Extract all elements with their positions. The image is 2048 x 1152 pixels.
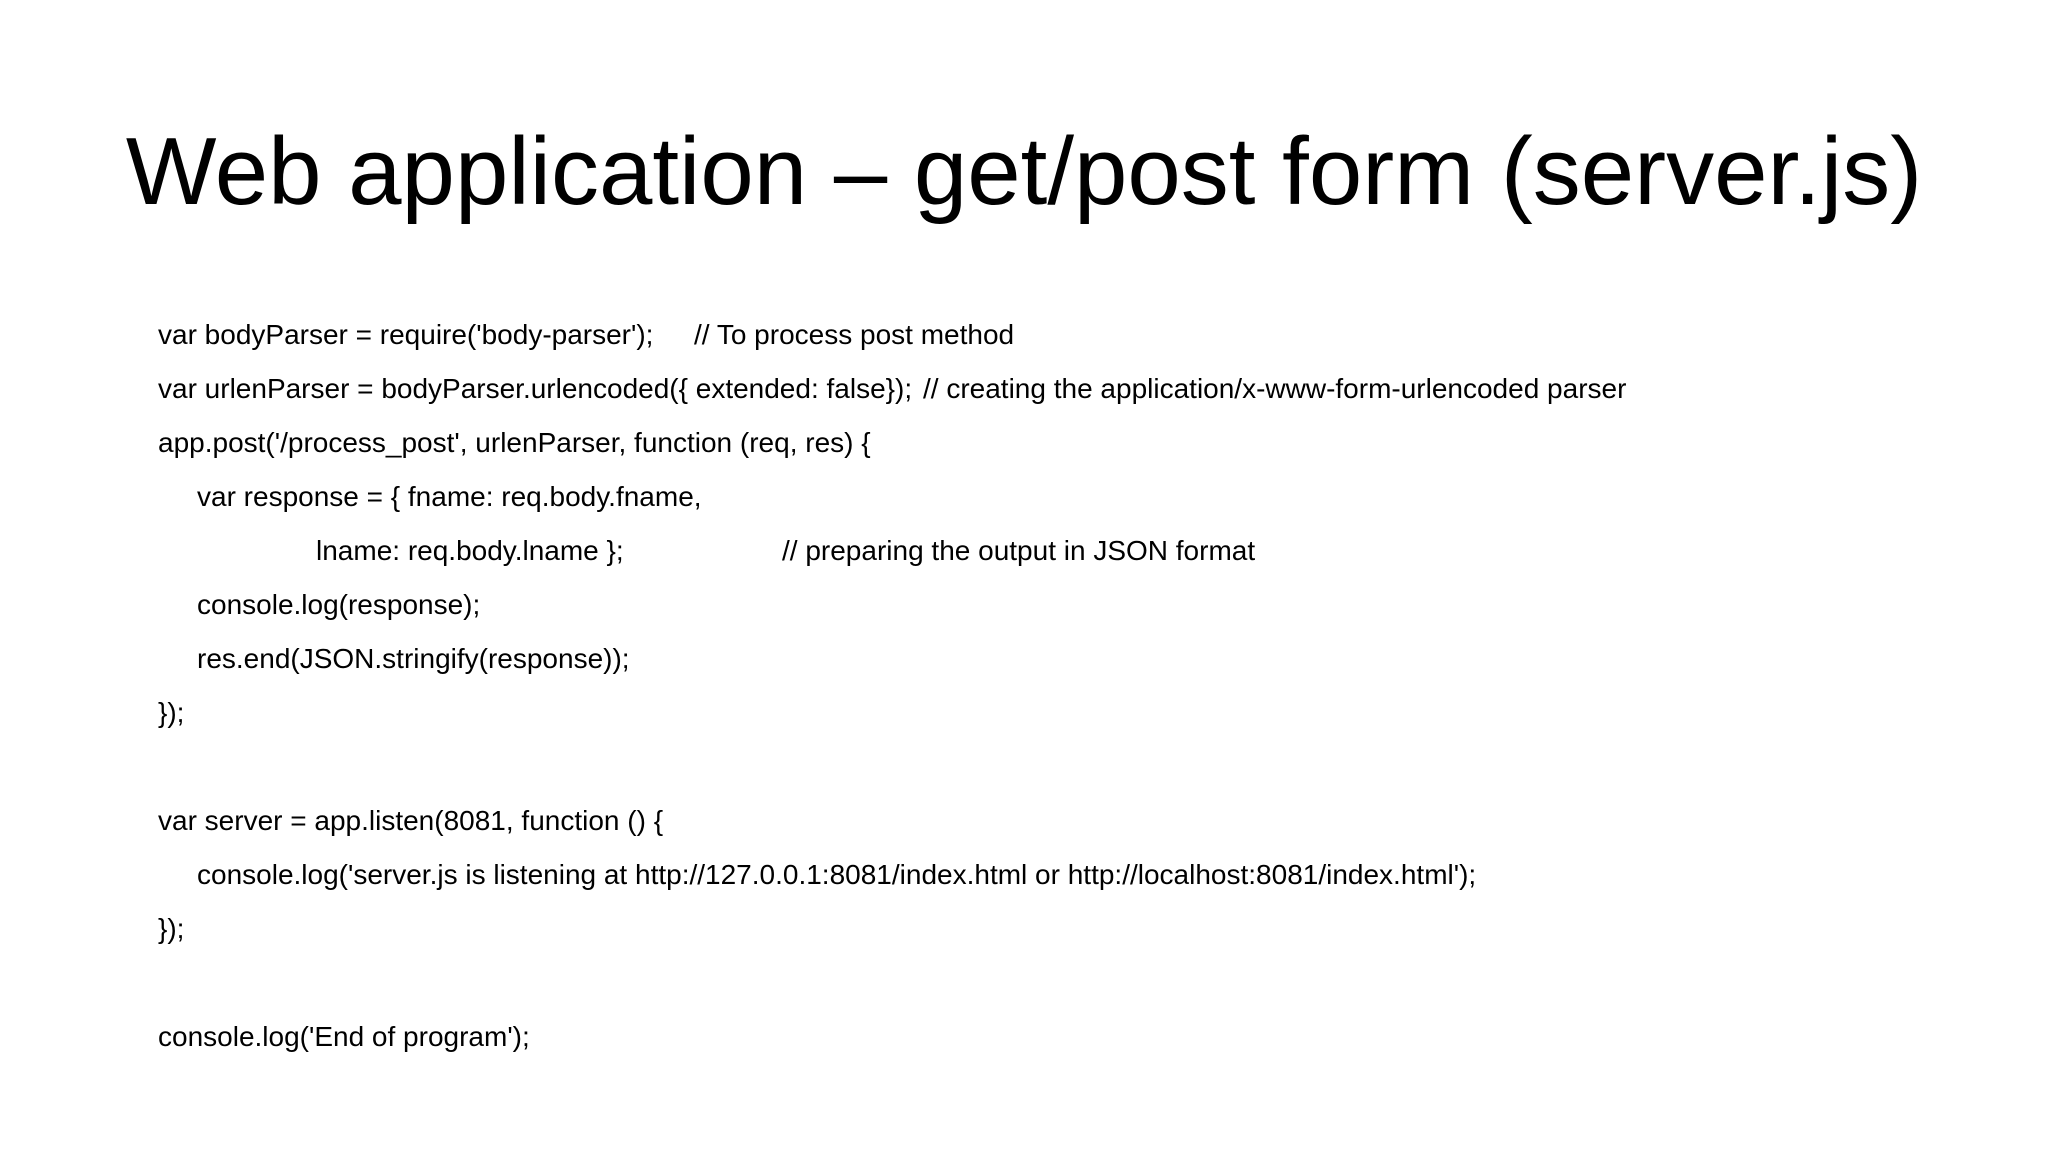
code-line	[158, 686, 1958, 740]
code-line	[158, 578, 1958, 632]
code-line	[158, 1010, 1958, 1064]
code-text: app.post('/process_post', urlenParser, function (req, res) {	[158, 427, 871, 458]
code-line	[158, 362, 1958, 416]
code-line	[158, 902, 1958, 956]
code-text: console.log('server.js is listening at http://127.0.0.1:8081/index.html or http://localhost:8081/index.html');	[197, 859, 1477, 890]
blank-line	[158, 956, 1958, 1010]
code-line	[158, 632, 1958, 686]
code-comment: // preparing the output in JSON format	[782, 535, 1256, 566]
code-block	[158, 308, 1958, 1064]
code-text: console.log('End of program');	[158, 1021, 530, 1052]
code-text: var bodyParser = require('body-parser');	[158, 319, 654, 350]
code-line	[158, 416, 1958, 470]
code-text: });	[158, 913, 185, 944]
code-comment: // To process post method	[694, 319, 1015, 350]
code-text: var urlenParser = bodyParser.urlencoded({ extended: false});	[158, 373, 913, 404]
code-line	[158, 524, 1958, 578]
blank-line	[158, 740, 1958, 794]
slide-title: Web application – get/post form (server.js)	[125, 118, 1923, 225]
code-line	[158, 794, 1958, 848]
code-text: lname: req.body.lname };	[316, 535, 624, 566]
code-line	[158, 308, 1958, 362]
code-text: res.end(JSON.stringify(response));	[197, 643, 630, 674]
code-line	[158, 470, 1958, 524]
code-text: console.log(response);	[197, 589, 481, 620]
code-text: var server = app.listen(8081, function () {	[158, 805, 664, 836]
code-text: });	[158, 697, 185, 728]
code-line	[158, 848, 1958, 902]
code-comment: // creating the application/x-www-form-urlencoded parser	[923, 373, 1627, 404]
code-text: var response = { fname: req.body.fname,	[197, 481, 702, 512]
